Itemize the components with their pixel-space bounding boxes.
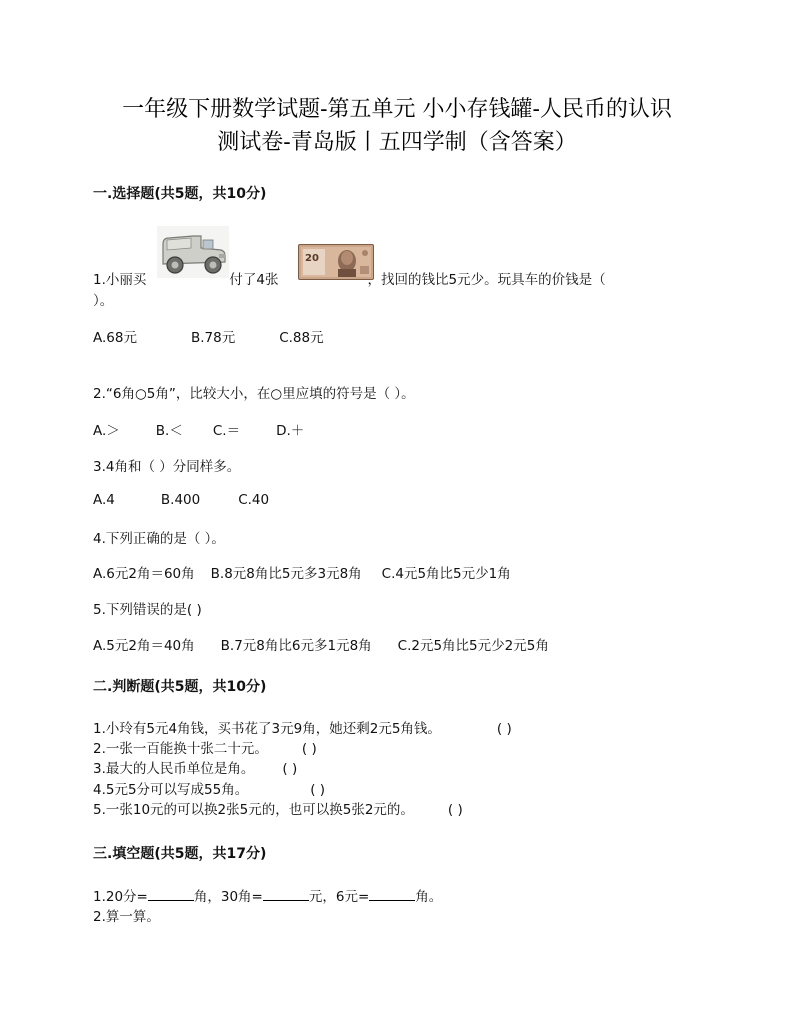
option-b: B.78元: [190, 330, 236, 346]
option-a: A.5元2角＝40角: [93, 638, 195, 654]
document-title-line2: 测试卷-青岛版丨五四学制（含答案）: [217, 130, 577, 155]
question-1-1-options: [93, 326, 346, 346]
q1-text-b: 付了4张: [229, 272, 279, 288]
answer-parentheses: ( ): [496, 721, 512, 737]
fill-text-b: 角，30角=: [193, 889, 263, 905]
question-1-1-cont: ）。: [93, 293, 114, 309]
judgement-text: 2.一张一百能换十张二十元。: [93, 741, 268, 757]
option-c: C.88元: [279, 330, 324, 346]
judgement-item-5: [93, 798, 463, 818]
option-a: A.6元2角＝60角: [93, 566, 195, 582]
answer-parentheses: ( ): [301, 741, 317, 757]
question-1-2: 2.“6角○5角”，比较大小，在○里应填的符号是（ ）。: [93, 386, 415, 402]
answer-parentheses: ( ): [310, 782, 326, 798]
fill-text-c: 元，6元=: [308, 889, 370, 905]
answer-blank[interactable]: [369, 888, 415, 901]
question-1-3-options: [93, 492, 291, 508]
question-1-1: [93, 268, 606, 288]
answer-blank[interactable]: [263, 888, 309, 901]
option-d: D.＋: [276, 423, 305, 439]
judgement-item-1: [93, 717, 512, 737]
q1-text-a: 1.小丽买: [93, 272, 147, 288]
question-1-5-options: [93, 634, 571, 654]
answer-blank[interactable]: [148, 888, 194, 901]
option-c: C.＝: [212, 423, 241, 439]
judgement-text: 5.一张10元的可以换2张5元的，也可以换5张2元的。: [93, 802, 414, 818]
option-a: A.＞: [93, 423, 120, 439]
option-c: C.40: [238, 492, 270, 508]
option-b: B.400: [160, 492, 201, 508]
option-b: B.8元8角比5元多3元8角: [210, 566, 362, 582]
judgement-text: 4.5元5分可以写成55角。: [93, 782, 249, 798]
q1-text-c: ，找回的钱比5元少。玩具车的价钱是（: [367, 272, 606, 288]
banknote-value-text: 20: [305, 253, 319, 264]
answer-parentheses: ( ): [447, 802, 463, 818]
document-title-line1: 一年级下册数学试题-第五单元 小小存钱罐-人民币的认识: [122, 97, 672, 122]
question-1-3: 3.4角和（ ）分同样多。: [93, 459, 241, 475]
fill-blank-question-1: [93, 885, 442, 905]
question-1-5: 5.下列错误的是( ): [93, 602, 202, 618]
question-1-4: 4.下列正确的是（ ）。: [93, 531, 225, 547]
question-1-4-options: [93, 562, 533, 582]
fill-blank-question-2: 2.算一算。: [93, 909, 160, 925]
option-a: A.4: [93, 492, 115, 508]
judgement-text: 1.小玲有5元4角钱，买书花了3元9角，她还剩2元5角钱。: [93, 721, 441, 737]
option-b: B.7元8角比6元多1元8角: [220, 638, 372, 654]
option-b: B.＜: [155, 423, 183, 439]
judgement-item-2: [93, 737, 317, 757]
option-c: C.2元5角比5元少2元5角: [397, 638, 549, 654]
option-a: A.68元: [93, 330, 137, 346]
section-heading-judgement: 二.判断题(共5题，共10分): [93, 679, 267, 695]
question-1-2-options: [93, 419, 326, 439]
fill-text-d: 角。: [415, 889, 443, 905]
section-heading-fill-blank: 三.填空题(共5题，共17分): [93, 846, 267, 862]
judgement-text: 3.最大的人民币单位是角。: [93, 761, 255, 777]
section-heading-choice: 一.选择题(共5题，共10分): [93, 186, 267, 202]
answer-parentheses: ( ): [282, 761, 298, 777]
judgement-item-4: [93, 778, 325, 798]
fill-text-a: 1.20分=: [93, 889, 148, 905]
option-c: C.4元5角比5元少1角: [381, 566, 511, 582]
judgement-item-3: [93, 757, 297, 777]
